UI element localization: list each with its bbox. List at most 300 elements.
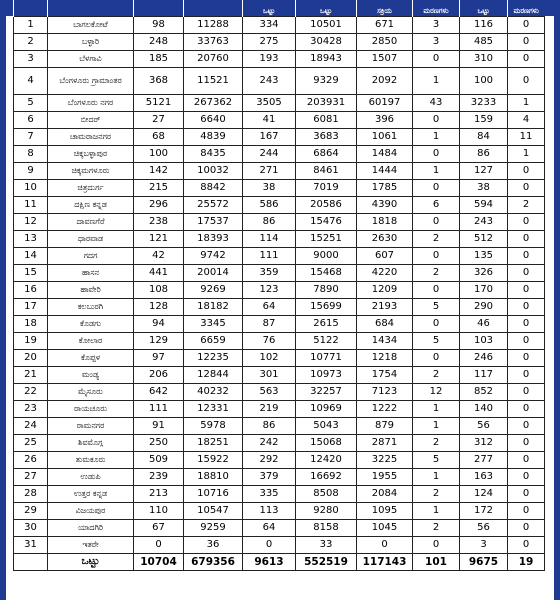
table-cell: 12420	[296, 451, 357, 468]
table-row	[14, 213, 545, 230]
table-cell: 0	[134, 536, 184, 553]
table-cell: 2	[508, 196, 545, 213]
table-cell: 193	[243, 50, 296, 67]
table-row	[14, 315, 545, 332]
table-cell: 0	[413, 349, 460, 366]
table-cell: 246	[460, 349, 508, 366]
table-cell: 250	[134, 434, 184, 451]
table-cell: 0	[508, 434, 545, 451]
table-cell: 64	[243, 519, 296, 536]
table-cell: 114	[243, 230, 296, 247]
table-cell: 56	[460, 519, 508, 536]
district-name-cell: ಶಿವಮೊಗ್ಗ	[48, 434, 134, 451]
table-row	[14, 502, 545, 519]
table-cell: 18182	[184, 298, 243, 315]
table-cell: 379	[243, 468, 296, 485]
table-cell: 32257	[296, 383, 357, 400]
header-district	[48, 0, 134, 16]
table-cell: 8842	[184, 179, 243, 196]
table-cell: 1434	[357, 332, 413, 349]
table-row	[14, 485, 545, 502]
table-cell: 8	[14, 145, 48, 162]
district-name-cell: ದಕ್ಷಿಣ ಕನ್ನಡ	[48, 196, 134, 213]
table-cell: 1	[413, 128, 460, 145]
total-cell: 10704	[134, 553, 184, 570]
table-cell: 215	[134, 179, 184, 196]
table-cell: 607	[357, 247, 413, 264]
table-cell: 86	[460, 145, 508, 162]
table-cell: 86	[243, 213, 296, 230]
table-cell: 76	[243, 332, 296, 349]
header-col-6: ಸಕ್ರಿಯ	[357, 0, 413, 16]
district-name-cell: ಉತ್ತರ ಕನ್ನಡ	[48, 485, 134, 502]
table-cell: 97	[134, 349, 184, 366]
table-cell: 6659	[184, 332, 243, 349]
table-cell: 12331	[184, 400, 243, 417]
table-cell: 3	[460, 536, 508, 553]
table-cell: 28	[14, 485, 48, 502]
table-cell: 2193	[357, 298, 413, 315]
table-cell: 18393	[184, 230, 243, 247]
table-cell: 0	[357, 536, 413, 553]
table-cell: 852	[460, 383, 508, 400]
table-cell: 509	[134, 451, 184, 468]
table-cell: 563	[243, 383, 296, 400]
table-cell: 142	[134, 162, 184, 179]
table-cell: 3505	[243, 94, 296, 111]
table-cell: 5043	[296, 417, 357, 434]
table-cell: 1	[508, 94, 545, 111]
district-name-cell: ಬೆಂಗಳೂರು ಗ್ರಾಮಾಂತರ	[48, 67, 134, 94]
table-cell: 312	[460, 434, 508, 451]
table-cell: 1	[413, 67, 460, 94]
table-cell: 7	[14, 128, 48, 145]
header-col-7: ಮರಣಗಳು	[413, 0, 460, 16]
table-cell: 275	[243, 33, 296, 50]
table-cell: 8435	[184, 145, 243, 162]
district-name-cell: ಕೊಡಗು	[48, 315, 134, 332]
table-cell: 6	[413, 196, 460, 213]
table-cell: 15699	[296, 298, 357, 315]
table-cell: 12	[413, 383, 460, 400]
table-cell: 25	[14, 434, 48, 451]
table-row	[14, 33, 545, 50]
district-name-cell: ಬೀದರ್	[48, 111, 134, 128]
table-row	[14, 111, 545, 128]
table-cell: 5	[413, 298, 460, 315]
table-cell: 9742	[184, 247, 243, 264]
table-cell: 1818	[357, 213, 413, 230]
table-cell: 18810	[184, 468, 243, 485]
district-name-cell: ರಾಮನಗರ	[48, 417, 134, 434]
table-cell: 46	[460, 315, 508, 332]
table-cell: 243	[243, 67, 296, 94]
table-cell: 10716	[184, 485, 243, 502]
table-cell: 0	[508, 281, 545, 298]
district-name-cell: ಬಳ್ಳಾರಿ	[48, 33, 134, 50]
table-cell: 16692	[296, 468, 357, 485]
table-row	[14, 128, 545, 145]
table-cell: 0	[508, 315, 545, 332]
table-cell: 16	[14, 281, 48, 298]
table-cell: 1	[413, 468, 460, 485]
total-cell: 101	[413, 553, 460, 570]
table-cell: 15	[14, 264, 48, 281]
table-cell: 10973	[296, 366, 357, 383]
table-row	[14, 332, 545, 349]
table-cell: 12844	[184, 366, 243, 383]
table-cell: 684	[357, 315, 413, 332]
table-cell: 15922	[184, 451, 243, 468]
table-cell: 3	[413, 16, 460, 33]
table-cell: 0	[508, 332, 545, 349]
table-cell: 12235	[184, 349, 243, 366]
table-cell: 10501	[296, 16, 357, 33]
table-cell: 0	[508, 67, 545, 94]
table-cell: 38	[460, 179, 508, 196]
table-cell: 243	[460, 213, 508, 230]
table-cell: 4	[508, 111, 545, 128]
table-cell: 0	[413, 111, 460, 128]
table-cell: 11	[14, 196, 48, 213]
table-cell: 1045	[357, 519, 413, 536]
header-col-8: ಒಟ್ಟು	[460, 0, 508, 16]
table-cell: 485	[460, 33, 508, 50]
table-cell: 0	[413, 50, 460, 67]
total-cell: 9675	[460, 553, 508, 570]
table-cell: 140	[460, 400, 508, 417]
table-cell: 1	[508, 145, 545, 162]
table-cell: 128	[134, 298, 184, 315]
table-cell: 5122	[296, 332, 357, 349]
table-cell: 5	[14, 94, 48, 111]
table-row	[14, 264, 545, 281]
table-cell: 9000	[296, 247, 357, 264]
table-cell: 113	[243, 502, 296, 519]
table-row	[14, 519, 545, 536]
table-cell: 172	[460, 502, 508, 519]
table-cell: 879	[357, 417, 413, 434]
table-row	[14, 16, 545, 33]
table-cell: 3	[14, 50, 48, 67]
table-cell: 2	[413, 519, 460, 536]
table-cell: 36	[184, 536, 243, 553]
table-cell: 1	[413, 162, 460, 179]
table-cell: 296	[134, 196, 184, 213]
table-cell: 15476	[296, 213, 357, 230]
table-cell: 671	[357, 16, 413, 33]
table-cell: 10032	[184, 162, 243, 179]
table-cell: 2	[413, 434, 460, 451]
table-cell: 326	[460, 264, 508, 281]
table-cell: 68	[134, 128, 184, 145]
table-cell: 67	[134, 519, 184, 536]
table-cell: 0	[413, 213, 460, 230]
table-cell: 1218	[357, 349, 413, 366]
table-cell: 642	[134, 383, 184, 400]
district-name-cell: ರಾಯಚೂರು	[48, 400, 134, 417]
table-cell: 11521	[184, 67, 243, 94]
table-cell: 335	[243, 485, 296, 502]
table-cell: 292	[243, 451, 296, 468]
table-cell: 0	[508, 417, 545, 434]
table-cell: 129	[134, 332, 184, 349]
table-row	[14, 281, 545, 298]
district-name-cell: ಹಾಸನ	[48, 264, 134, 281]
table-cell: 111	[243, 247, 296, 264]
district-name-cell: ಕೋಲಾರ	[48, 332, 134, 349]
total-cell: 19	[508, 553, 545, 570]
table-cell: 21	[14, 366, 48, 383]
table-cell: 0	[508, 349, 545, 366]
table-cell: 441	[134, 264, 184, 281]
table-cell: 10771	[296, 349, 357, 366]
table-cell: 91	[134, 417, 184, 434]
district-name-cell: ದಾವಣಗೆರೆ	[48, 213, 134, 230]
table-cell: 2871	[357, 434, 413, 451]
table-cell: 121	[134, 230, 184, 247]
table-cell: 127	[460, 162, 508, 179]
table-row	[14, 366, 545, 383]
table-cell: 17537	[184, 213, 243, 230]
table-cell: 219	[243, 400, 296, 417]
table-cell: 15251	[296, 230, 357, 247]
table-cell: 1484	[357, 145, 413, 162]
table-cell: 1095	[357, 502, 413, 519]
district-name-cell: ಉಡುಪಿ	[48, 468, 134, 485]
total-cell: 679356	[184, 553, 243, 570]
table-cell: 4839	[184, 128, 243, 145]
table-cell: 4390	[357, 196, 413, 213]
table-cell: 0	[508, 451, 545, 468]
table-cell: 64	[243, 298, 296, 315]
table-cell: 9329	[296, 67, 357, 94]
table-cell: 3345	[184, 315, 243, 332]
table-cell: 1507	[357, 50, 413, 67]
table-cell: 2615	[296, 315, 357, 332]
table-cell: 135	[460, 247, 508, 264]
table-cell: 103	[460, 332, 508, 349]
table-cell: 512	[460, 230, 508, 247]
table-cell: 0	[413, 281, 460, 298]
table-cell: 0	[508, 179, 545, 196]
total-cell: 552519	[296, 553, 357, 570]
table-cell: 22	[14, 383, 48, 400]
total-label: ಒಟ್ಟು	[48, 553, 134, 570]
table-cell: 124	[460, 485, 508, 502]
table-cell: 2084	[357, 485, 413, 502]
district-name-cell: ಬಾಗಲಕೋಟೆ	[48, 16, 134, 33]
table-cell: 267362	[184, 94, 243, 111]
table-cell: 8158	[296, 519, 357, 536]
table-cell: 86	[243, 417, 296, 434]
table-cell: 3	[413, 33, 460, 50]
table-cell: 9	[14, 162, 48, 179]
table-cell: 20014	[184, 264, 243, 281]
table-cell: 42	[134, 247, 184, 264]
table-cell: 24	[14, 417, 48, 434]
table-cell: 3233	[460, 94, 508, 111]
table-cell: 203931	[296, 94, 357, 111]
table-cell: 0	[508, 162, 545, 179]
table-cell: 26	[14, 451, 48, 468]
table-cell: 116	[460, 16, 508, 33]
table-cell: 10	[14, 179, 48, 196]
header-col-4: ಒಟ್ಟು	[243, 0, 296, 16]
table-cell: 1785	[357, 179, 413, 196]
table-cell: 1	[14, 16, 48, 33]
table-cell: 301	[243, 366, 296, 383]
table-cell: 0	[508, 33, 545, 50]
table-cell: 98	[134, 16, 184, 33]
table-cell: 594	[460, 196, 508, 213]
table-cell: 368	[134, 67, 184, 94]
table-row	[14, 349, 545, 366]
table-cell: 25572	[184, 196, 243, 213]
header-row	[14, 0, 545, 16]
table-cell: 12	[14, 213, 48, 230]
table-cell: 18	[14, 315, 48, 332]
table-cell: 6864	[296, 145, 357, 162]
district-name-cell: ಇತರೇ	[48, 536, 134, 553]
table-cell: 0	[413, 247, 460, 264]
table-cell: 290	[460, 298, 508, 315]
table-cell: 8461	[296, 162, 357, 179]
table-cell: 0	[413, 179, 460, 196]
district-name-cell: ಚಿತ್ರದುರ್ಗ	[48, 179, 134, 196]
district-name-cell: ಕಲಬುರಗಿ	[48, 298, 134, 315]
table-row	[14, 434, 545, 451]
table-cell: 0	[243, 536, 296, 553]
table-row	[14, 247, 545, 264]
table-cell: 27	[14, 468, 48, 485]
district-name-cell: ಬೆಂಗಳೂರು ನಗರ	[48, 94, 134, 111]
table-row	[14, 417, 545, 434]
table-cell: 359	[243, 264, 296, 281]
table-cell: 6640	[184, 111, 243, 128]
table-cell: 2	[413, 485, 460, 502]
district-name-cell: ಕೊಪ್ಪಳ	[48, 349, 134, 366]
table-cell: 7123	[357, 383, 413, 400]
district-name-cell: ಚಾಮರಾಜನಗರ	[48, 128, 134, 145]
table-cell: 87	[243, 315, 296, 332]
table-cell: 5	[413, 451, 460, 468]
table-cell: 185	[134, 50, 184, 67]
table-cell: 2850	[357, 33, 413, 50]
table-cell: 117	[460, 366, 508, 383]
table-cell: 1	[413, 502, 460, 519]
table-cell: 23	[14, 400, 48, 417]
table-cell: 15468	[296, 264, 357, 281]
table-cell: 10547	[184, 502, 243, 519]
table-cell: 248	[134, 33, 184, 50]
table-cell: 277	[460, 451, 508, 468]
table-cell: 0	[413, 315, 460, 332]
table-cell: 3683	[296, 128, 357, 145]
table-cell: 18251	[184, 434, 243, 451]
total-row	[14, 553, 545, 570]
table-cell: 100	[460, 67, 508, 94]
table-cell: 3225	[357, 451, 413, 468]
table-cell: 0	[508, 264, 545, 281]
table-cell: 20	[14, 349, 48, 366]
table-cell: 213	[134, 485, 184, 502]
table-cell: 2630	[357, 230, 413, 247]
table-cell: 30	[14, 519, 48, 536]
table-cell: 9269	[184, 281, 243, 298]
table-cell: 242	[243, 434, 296, 451]
district-name-cell: ಮಂಡ್ಯ	[48, 366, 134, 383]
table-cell: 100	[134, 145, 184, 162]
table-cell: 0	[508, 536, 545, 553]
table-cell: 2	[413, 264, 460, 281]
table-cell: 123	[243, 281, 296, 298]
header-col-5: ಒಟ್ಟು	[296, 0, 357, 16]
table-cell: 2	[413, 230, 460, 247]
table-cell: 0	[508, 502, 545, 519]
table-cell: 6	[14, 111, 48, 128]
table-cell: 17	[14, 298, 48, 315]
table-cell: 84	[460, 128, 508, 145]
table-cell: 7019	[296, 179, 357, 196]
district-name-cell: ಚಿಕ್ಕಮಗಳೂರು	[48, 162, 134, 179]
district-name-cell: ಗದಗ	[48, 247, 134, 264]
table-cell: 271	[243, 162, 296, 179]
table-cell: 15068	[296, 434, 357, 451]
table-cell: 31	[14, 536, 48, 553]
table-cell: 2	[14, 33, 48, 50]
table-cell: 163	[460, 468, 508, 485]
table-cell: 41	[243, 111, 296, 128]
table-cell: 11288	[184, 16, 243, 33]
table-cell: 40232	[184, 383, 243, 400]
table-cell: 238	[134, 213, 184, 230]
district-cases-table	[13, 0, 545, 571]
total-cell	[14, 553, 48, 570]
table-cell: 11	[508, 128, 545, 145]
table-cell: 334	[243, 16, 296, 33]
table-cell: 9259	[184, 519, 243, 536]
district-name-cell: ತುಮಕೂರು	[48, 451, 134, 468]
district-name-cell: ಧಾರವಾಡ	[48, 230, 134, 247]
table-cell: 0	[508, 468, 545, 485]
table-cell: 9280	[296, 502, 357, 519]
table-cell: 38	[243, 179, 296, 196]
table-cell: 111	[134, 400, 184, 417]
table-row	[14, 400, 545, 417]
table-cell: 0	[508, 383, 545, 400]
district-name-cell: ಹಾವೇರಿ	[48, 281, 134, 298]
table-cell: 30428	[296, 33, 357, 50]
table-cell: 110	[134, 502, 184, 519]
table-cell: 1	[413, 400, 460, 417]
table-row	[14, 162, 545, 179]
table-cell: 0	[508, 298, 545, 315]
table-cell: 586	[243, 196, 296, 213]
table-cell: 2092	[357, 67, 413, 94]
table-cell: 1444	[357, 162, 413, 179]
header-col-9: ಮರಣಗಳು	[508, 0, 545, 16]
table-cell: 56	[460, 417, 508, 434]
table-cell: 0	[508, 366, 545, 383]
table-row	[14, 94, 545, 111]
table-cell: 13	[14, 230, 48, 247]
table-cell: 108	[134, 281, 184, 298]
table-cell: 20760	[184, 50, 243, 67]
table-cell: 5121	[134, 94, 184, 111]
table-cell: 27	[134, 111, 184, 128]
table-cell: 1061	[357, 128, 413, 145]
